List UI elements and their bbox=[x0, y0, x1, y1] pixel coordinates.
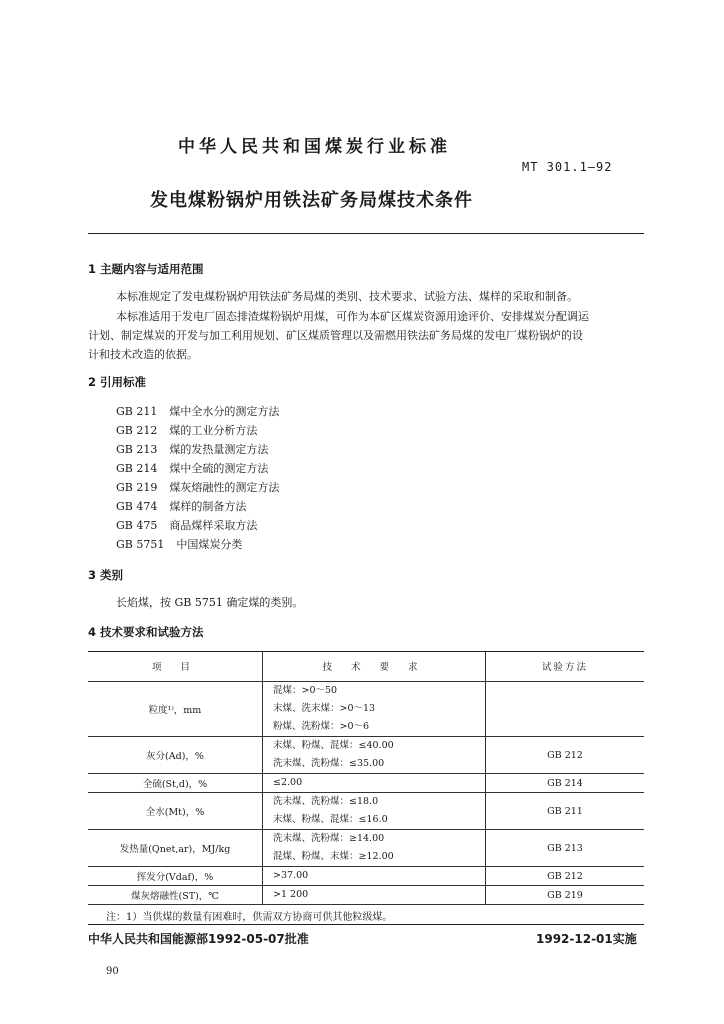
column-header: 技 术 要 求 bbox=[263, 651, 486, 682]
table-row bbox=[88, 886, 644, 905]
requirement-cell bbox=[263, 886, 486, 905]
reference-code: GB 211 bbox=[116, 405, 158, 418]
item-cell: 粒度¹⁾，mm bbox=[88, 682, 263, 737]
implementation-date: 1992-12-01实施 bbox=[536, 932, 637, 946]
reference-item bbox=[116, 422, 257, 438]
requirement-line: >37.00 bbox=[273, 870, 309, 881]
requirement-cell bbox=[263, 830, 486, 867]
document-title: 发电煤粉锅炉用铁法矿务局煤技术条件 bbox=[150, 190, 473, 211]
reference-name: 煤的工业分析方法 bbox=[169, 424, 258, 437]
requirement-line: 洗末煤、洗粉煤：≥14.00 bbox=[273, 833, 385, 844]
section-1-paragraph-2-line-1: 本标准适用于发电厂固态排渣煤粉锅炉用煤，可作为本矿区煤炭资源用途评价、安排煤炭分配调运 bbox=[116, 310, 589, 323]
issuing-organization: 中华人民共和国煤炭行业标准 bbox=[178, 137, 451, 157]
reference-item bbox=[116, 536, 242, 552]
item-cell: 灰分(Ad)，% bbox=[88, 737, 263, 774]
item-cell: 发热量(Qnet,ar)，MJ/kg bbox=[88, 830, 263, 867]
section-3-text: 长焰煤，按 GB 5751 确定煤的类别。 bbox=[116, 596, 304, 609]
footer-divider bbox=[88, 924, 644, 925]
reference-item bbox=[116, 479, 279, 495]
standard-code: MT 301.1—92 bbox=[522, 160, 613, 174]
section-2-heading: 2 引用标准 bbox=[88, 375, 147, 389]
method-cell: GB 213 bbox=[486, 830, 645, 867]
reference-name: 中国煤炭分类 bbox=[176, 538, 243, 551]
method-cell: GB 219 bbox=[486, 886, 645, 905]
item-cell: 全水(Mt)，% bbox=[88, 793, 263, 830]
requirement-line: >1 200 bbox=[273, 889, 309, 900]
requirement-line: 粉煤、洗粉煤：>0～6 bbox=[273, 721, 370, 732]
section-4-heading: 4 技术要求和试验方法 bbox=[88, 625, 204, 639]
table-row bbox=[88, 774, 644, 793]
reference-name: 煤中全水分的测定方法 bbox=[169, 405, 280, 418]
reference-code: GB 475 bbox=[116, 519, 158, 532]
item-cell: 挥发分(Vdaf)，% bbox=[88, 867, 263, 886]
requirement-cell bbox=[263, 774, 486, 793]
reference-name: 煤样的制备方法 bbox=[169, 500, 247, 513]
section-1-paragraph-1: 本标准规定了发电煤粉锅炉用铁法矿务局煤的类别、技术要求、试验方法、煤样的采取和制备。 bbox=[116, 290, 578, 303]
reference-code: GB 212 bbox=[116, 424, 158, 437]
requirement-line: 末煤、粉煤、混煤：≤16.0 bbox=[273, 814, 388, 825]
reference-code: GB 474 bbox=[116, 500, 158, 513]
section-1-heading: 1 主题内容与适用范围 bbox=[88, 262, 204, 276]
header-divider bbox=[88, 233, 644, 234]
table-row bbox=[88, 793, 644, 830]
spec-table bbox=[88, 651, 644, 905]
section-3-heading: 3 类别 bbox=[88, 568, 124, 582]
requirement-cell bbox=[263, 793, 486, 830]
method-cell: GB 214 bbox=[486, 774, 645, 793]
reference-code: GB 5751 bbox=[116, 538, 165, 551]
table-footnote: 注：1）当供煤的数量有困难时，供需双方协商可供其他粒级煤。 bbox=[106, 912, 393, 923]
approval-line: 中华人民共和国能源部1992-05-07批准 bbox=[88, 932, 309, 946]
reference-item bbox=[116, 498, 246, 514]
column-header: 试验方法 bbox=[486, 651, 645, 682]
requirement-line: 末煤、粉煤、混煤：≤40.00 bbox=[273, 740, 394, 751]
requirement-line: 混煤：>0～50 bbox=[273, 685, 338, 696]
requirement-cell bbox=[263, 737, 486, 774]
item-cell: 全硫(St,d)，% bbox=[88, 774, 263, 793]
reference-code: GB 213 bbox=[116, 443, 158, 456]
table-row bbox=[88, 867, 644, 886]
table-row bbox=[88, 830, 644, 867]
method-cell: GB 212 bbox=[486, 867, 645, 886]
method-cell bbox=[486, 682, 645, 737]
section-1-paragraph-2-line-2: 计划、制定煤炭的开发与加工利用规划、矿区煤质管理以及需燃用铁法矿务局煤的发电厂煤粉锅炉的设 bbox=[88, 329, 583, 342]
table-row bbox=[88, 682, 644, 737]
reference-name: 煤的发热量测定方法 bbox=[169, 443, 269, 456]
method-cell: GB 211 bbox=[486, 793, 645, 830]
requirement-line: 洗末煤、洗粉煤：≤18.0 bbox=[273, 796, 379, 807]
table-row bbox=[88, 737, 644, 774]
requirement-cell bbox=[263, 867, 486, 886]
requirement-cell bbox=[263, 682, 486, 737]
reference-name: 煤灰熔融性的测定方法 bbox=[169, 481, 280, 494]
requirement-line: 混煤、粉煤、末煤：≥12.00 bbox=[273, 851, 394, 862]
page-number: 90 bbox=[106, 966, 119, 977]
reference-name: 煤中全硫的测定方法 bbox=[169, 462, 269, 475]
reference-item bbox=[116, 460, 268, 476]
section-1-paragraph-2-line-3: 计和技术改造的依据。 bbox=[88, 348, 198, 361]
requirement-line: 洗末煤、洗粉煤：≤35.00 bbox=[273, 758, 385, 769]
method-cell: GB 212 bbox=[486, 737, 645, 774]
table-header-row bbox=[88, 651, 644, 682]
column-header: 项 目 bbox=[88, 651, 263, 682]
reference-code: GB 219 bbox=[116, 481, 158, 494]
requirement-line: ≤2.00 bbox=[273, 777, 303, 788]
reference-item bbox=[116, 517, 257, 533]
reference-code: GB 214 bbox=[116, 462, 158, 475]
reference-item bbox=[116, 403, 279, 419]
requirement-line: 末煤、洗末煤：>0～13 bbox=[273, 703, 376, 714]
reference-item bbox=[116, 441, 268, 457]
item-cell: 煤灰熔融性(ST)，℃ bbox=[88, 886, 263, 905]
reference-name: 商品煤样采取方法 bbox=[169, 519, 258, 532]
